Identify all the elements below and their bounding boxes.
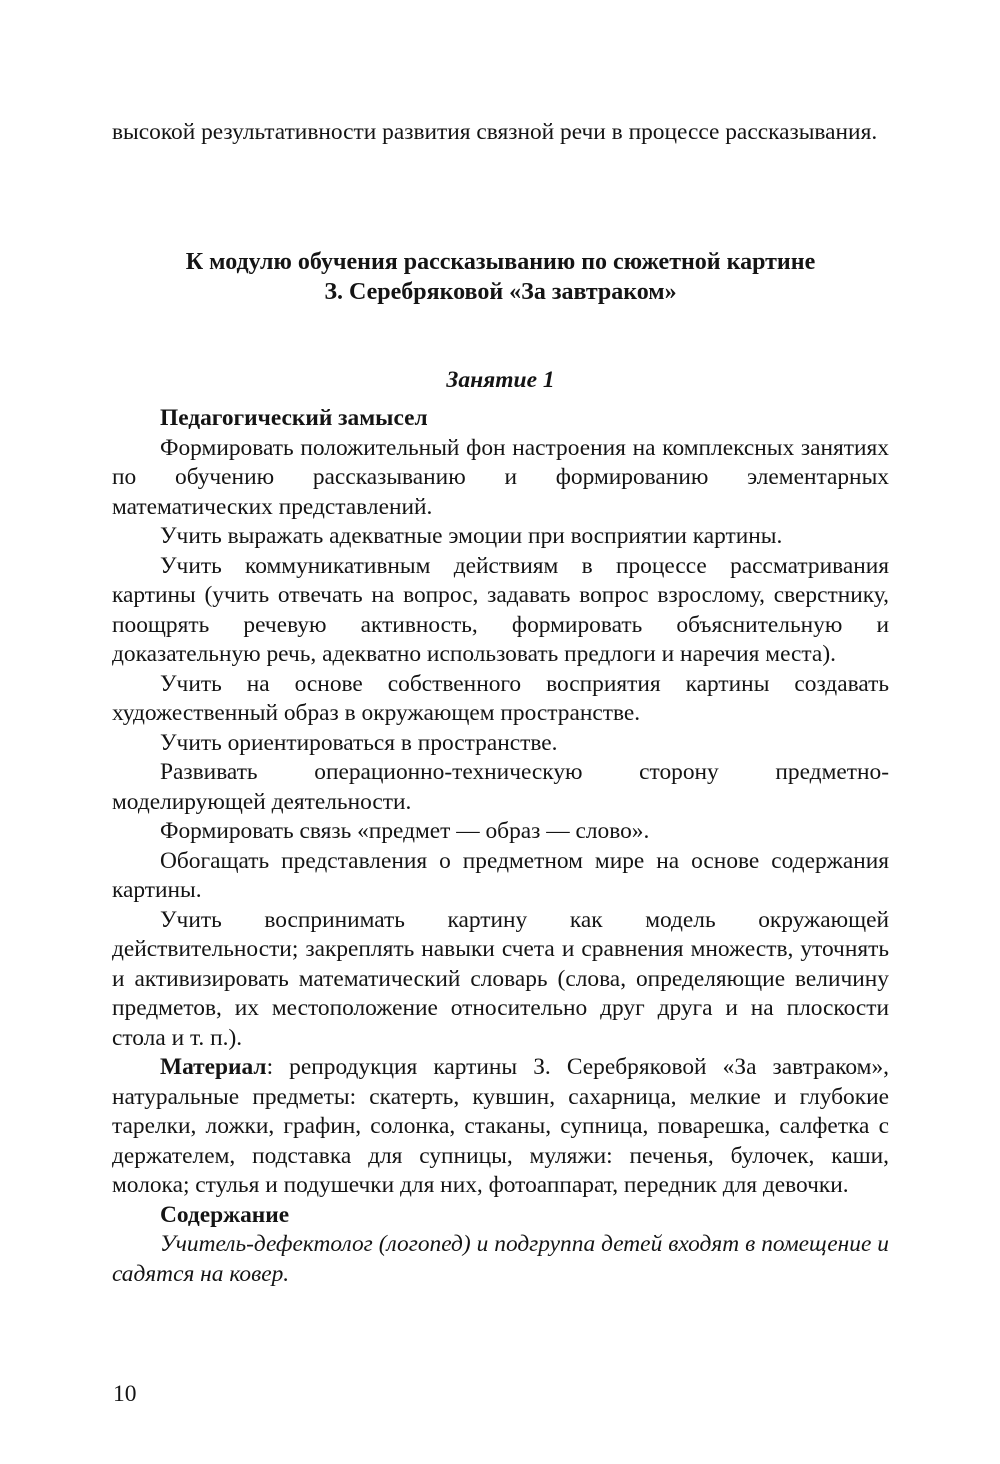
material-label: Материал (160, 1054, 267, 1080)
section-heading-line-1: К модулю обучения рассказыванию по сюжетной картине (185, 249, 816, 275)
plan-paragraph: Формировать связь «предмет — образ — слово». (160, 818, 650, 844)
content-heading: Содержание (160, 1201, 290, 1228)
plan-paragraph: Формировать положительный фон настроения на комплексных занятиях по обучению рассказыванию и формированию элементарных математических представлений. (112, 434, 889, 520)
plan-paragraph: Учить ориентироваться в пространстве. (160, 729, 558, 756)
plan-paragraph: Обогащать представления о предметном мире на основе содержания картины. (112, 847, 889, 903)
material-text: : репродукция картины З. Серебряковой «За завтраком», натуральные предметы: скатерть, кувшин, сахарница, мелкие и глубокие тарелки, ложки, графин, солонка, стаканы, супница, поварешка, салфетка с держателем, подставка для супницы, муляжи: печенья, булочек, каши, молока; стулья и подушечки для них, фотоаппарат, передник для девочки. (112, 1054, 889, 1198)
section-heading-line-2: З. Серебряковой «За завтраком» (324, 279, 677, 305)
section-heading (112, 247, 889, 307)
plan-heading: Педагогический замысел (160, 405, 428, 431)
page-number: 10 (113, 1381, 137, 1407)
plan-paragraph: Учить выражать адекватные эмоции при восприятии картины. (160, 523, 783, 549)
lesson-body (112, 404, 889, 1289)
material-paragraph (112, 1053, 889, 1201)
content-paragraph: Учитель-дефектолог (логопед) и подгруппа детей входят в помещение и садятся на ковер. (112, 1231, 889, 1287)
plan-paragraph: Развивать операционно-техническую сторону предметно-моделирующей деятельности. (112, 759, 889, 815)
plan-paragraph: Учить на основе собственного восприятия картины создавать художественный образ в окружающем пространстве. (112, 670, 889, 726)
plan-paragraph: Учить коммуникативным действиям в процессе рассматривания картины (учить отвечать на вопрос, задавать вопрос взрослому, сверстнику, поощрять речевую активность, формировать объяснительную и доказательную речь, адекватно использовать предлоги и наречия места). (112, 552, 889, 667)
plan-paragraph: Учить воспринимать картину как модель окружающей действительности; закреплять навыки счета и сравнения множеств, уточнять и активизировать математический словарь (слова, определяющие величину предметов, их местоположение относительно друг друга и на плоскости стола и т. п.). (112, 906, 889, 1051)
intro-paragraph: высокой результативности развития связной речи в процессе рассказывания. (112, 119, 878, 145)
intro-continuation (112, 118, 889, 148)
lesson-title: Занятие 1 (446, 367, 555, 393)
